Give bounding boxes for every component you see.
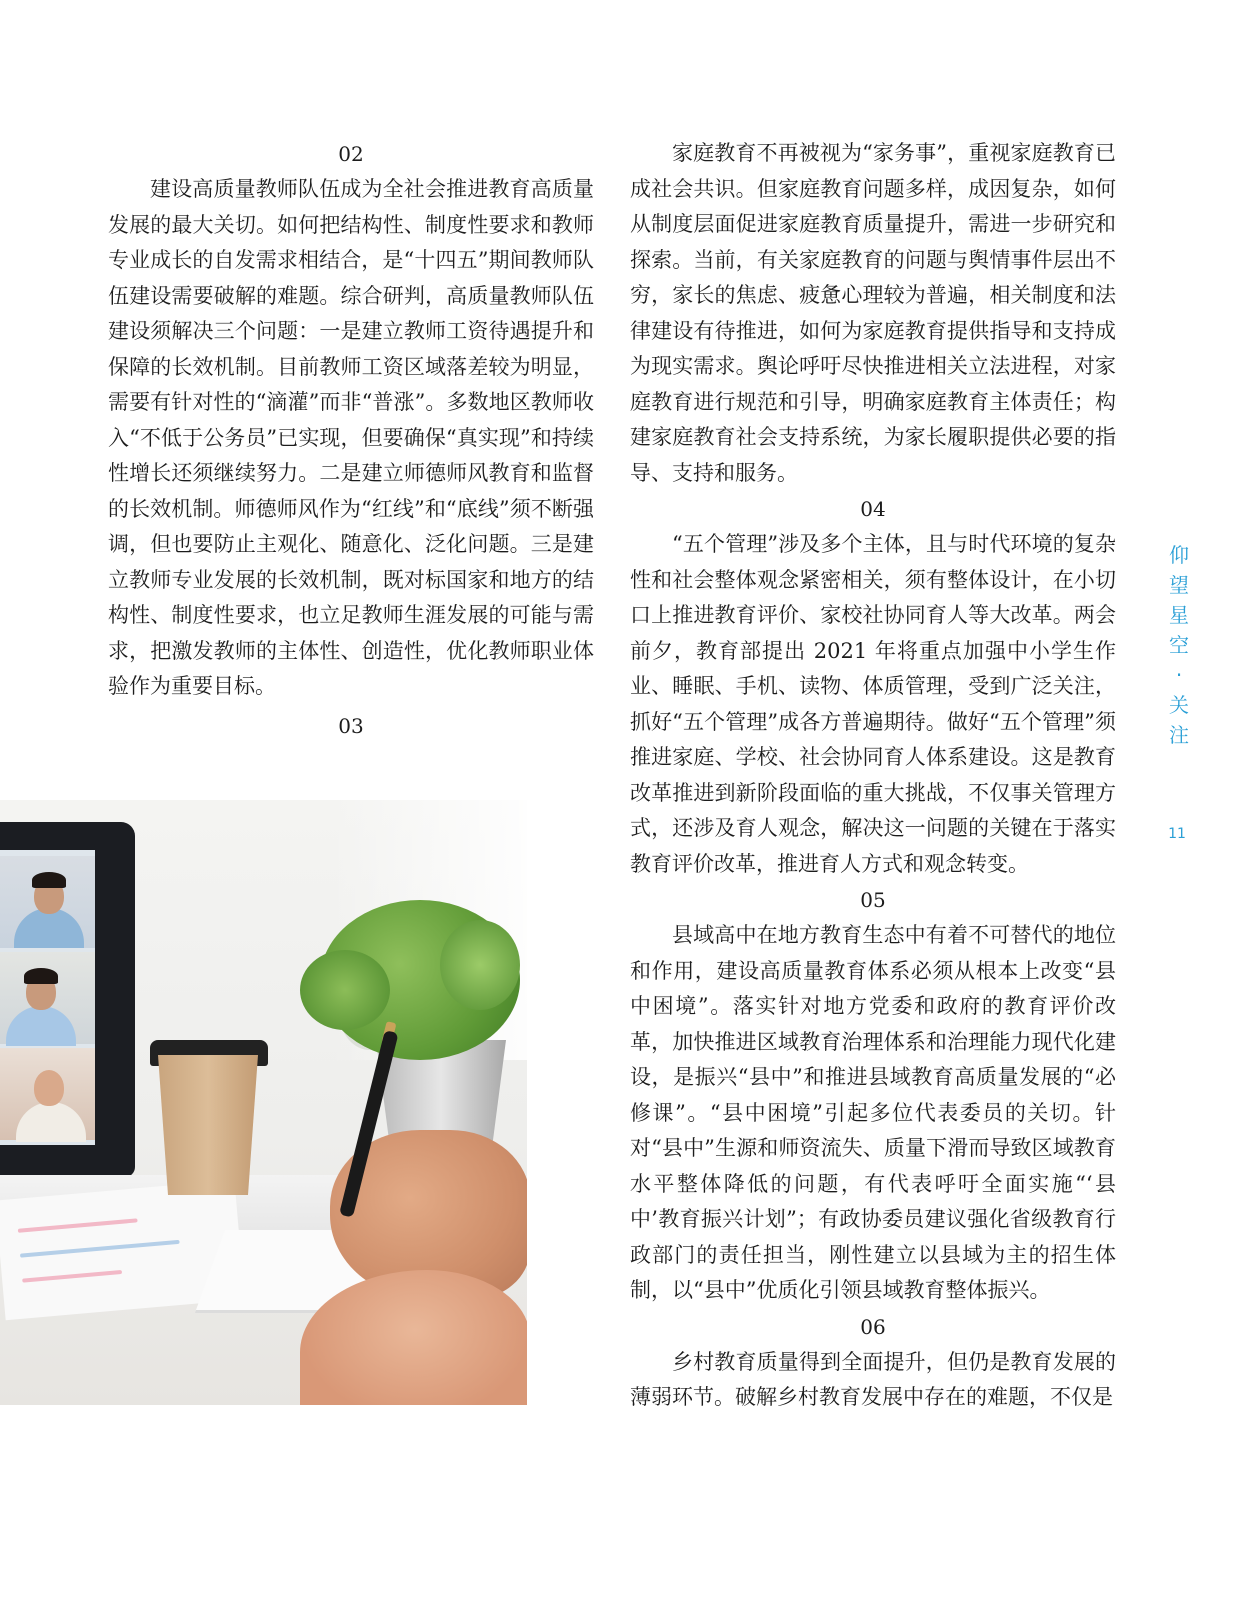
video-tile-2 [0,952,95,1044]
laptop-icon [0,822,135,1177]
video-call-screen [0,850,95,1145]
section-number-03: 03 [338,713,364,738]
section-04-paragraph: “五个管理”涉及多个主体，且与时代环境的复杂性和社会整体观念紧密相关，须有整体设计，在小切口上推进教育评价、家校社协同育人等大改革。两会前夕，教育部提出 2021 年将重点加强中小学生作业、睡眠、手机、读物、体质管理，受到广泛关注，抓好“五个管理”成各方普遍期待。做好“五个管理”须推进家庭、学校、社会协同育人体系建设。这是教育改革推进到新阶段面临的重大挑战，不仅事关管理方式，还涉及育人观念，解决这一问题的关键在于落实教育评价改革，推进育人方式和观念转变。 [630,532,1116,876]
laptop-video-call-photo [0,800,527,1405]
rail-char: · [1175,663,1183,687]
section-number-05: 05 [860,888,886,912]
page-number: 11 [1168,826,1186,842]
section-06-paragraph: 乡村教育质量得到全面提升，但仍是教育发展的薄弱环节。破解乡村教育发展中存在的难题，不仅是 [630,1349,1116,1409]
left-column [108,136,594,744]
right-column [630,136,1116,1416]
rail-char: 空 [1169,633,1189,657]
rail-char: 星 [1169,603,1189,627]
section-number-06: 06 [860,1314,886,1339]
section-05-paragraph: 县域高中在地方教育生态中有着不可替代的地位和作用，建设高质量教育体系必须从根本上改变“县中困境”。落实针对地方党委和政府的教育评价改革，加快推进区域教育治理体系和治理能力现代化建设，是振兴“县中”和推进县域教育高质量发展的“必修课”。“县中困境”引起多位代表委员的关切。针对“县中”生源和师资流失、质量下滑而导致区域教育水平整体降低的问题，有代表呼吁全面实施“‘县中’教育振兴计划”；有政协委员建议强化省级教育行政部门的责任担当，刚性建立以县域为主的招生体制，以“县中”优质化引领县域教育整体振兴。 [630,923,1116,1302]
coffee-cup [158,1055,258,1195]
rail-char: 关 [1169,693,1189,717]
section-number-02: 02 [338,142,364,166]
video-tile-3 [0,1048,95,1140]
section-03-paragraph: 家庭教育不再被视为“家务事”，重视家庭教育已成社会共识。但家庭教育问题多样，成因复杂，如何从制度层面促进家庭教育质量提升，需进一步研究和探索。当前，有关家庭教育的问题与舆情事件层出不穷，家长的焦虑、疲惫心理较为普遍，相关制度和法律建设有待推进，如何为家庭教育提供指导和支持成为现实需求。舆论呼吁尽快推进相关立法进程，对家庭教育进行规范和引导，明确家庭教育主体责任；构建家庭教育社会支持系统，为家长履职提供必要的指导、支持和服务。 [630,141,1116,485]
rail-char: 望 [1169,573,1189,597]
rail-char: 仰 [1169,543,1189,567]
rail-char: 注 [1169,723,1189,747]
video-tile-1 [0,856,95,948]
section-number-04: 04 [860,497,886,521]
section-02-paragraph: 建设高质量教师队伍成为全社会推进教育高质量发展的最大关切。如何把结构性、制度性要求和教师专业成长的自发需求相结合，是“十四五”期间教师队伍建设需要破解的难题。综合研判，高质量教师队伍建设须解决三个问题：一是建立教师工资待遇提升和保障的长效机制。目前教师工资区域落差较为明显，需要有针对性的“滴灌”而非“普涨”。多数地区教师收入“不低于公务员”已实现，但要确保“真实现”和持续性增长还须继续努力。二是建立师德师风教育和监督的长效机制。师德师风作为“红线”和“底线”须不断强调，但也要防止主观化、随意化、泛化问题。三是建立教师专业发展的长效机制，既对标国家和地方的结构性、制度性要求，也立足教师生涯发展的可能与需求，把激发教师的主体性、创造性，优化教师职业体验作为重要目标。 [108,177,594,698]
section-rail-title [1166,540,1192,750]
